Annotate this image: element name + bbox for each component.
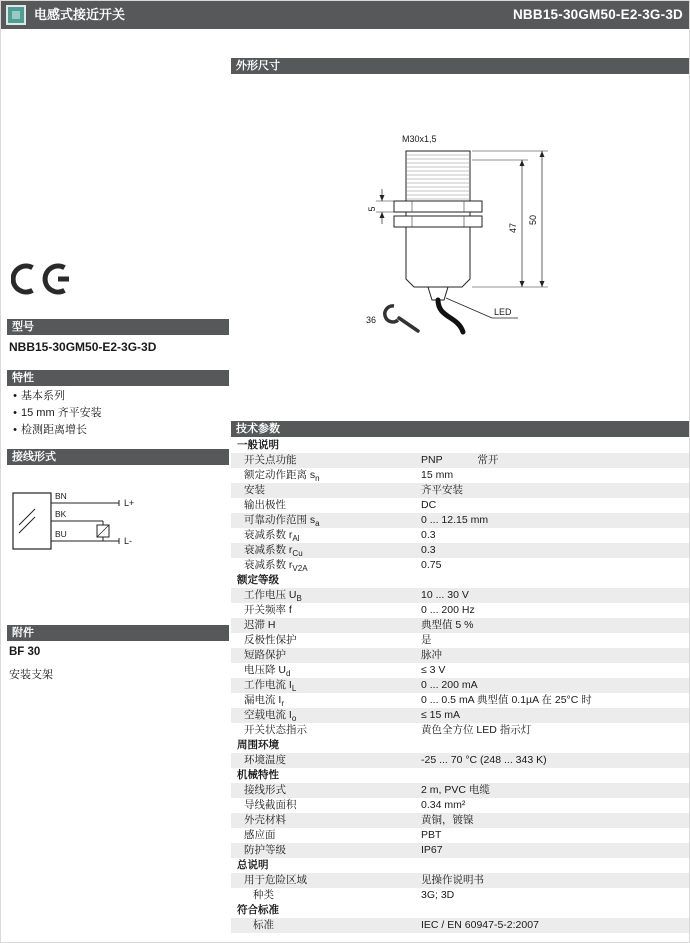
spec-row: 环境温度 -25 ... 70 °C (248 ... 343 K) (231, 753, 690, 768)
spec-row: 开关频率 f 0 ... 200 Hz (244, 604, 475, 616)
section-connection: 接线形式 (7, 449, 229, 465)
spec-row: 反极性保护 是 (244, 634, 432, 646)
thread-label: M30x1,5 (402, 134, 437, 144)
dim-47-label: 47 (508, 222, 518, 234)
spec-row: 短路保护 脉冲 (231, 648, 690, 663)
wire-label-bk: BK (55, 509, 67, 519)
accessory-description: 安装支架 (9, 669, 53, 681)
section-accessories: 附件 (7, 625, 229, 641)
spec-row: 可靠动作范围 $s_a$ 0 ... 12.15 mm (231, 513, 690, 528)
spec-row: 衰减系数 $r_{Al}$ 0.3 (244, 529, 436, 543)
accessory-name: BF 30 (9, 646, 41, 658)
spec-group-header: 机械特性 (237, 769, 279, 781)
spec-row: 外壳材料 黄铜，镀镍 (231, 813, 690, 828)
dim-5-label: 5 (367, 206, 377, 212)
spec-row: 漏电流 $I_r$ 0 ... 0.5 mA 典型值 0.1µA 在 25°C 时 (244, 694, 592, 708)
spec-group-header: 符合标准 (237, 904, 279, 916)
wiring-diagram (7, 479, 207, 569)
spec-row: 用于危险区域 见操作说明书 (231, 873, 690, 888)
dim-36-label: 36 (366, 315, 377, 325)
spec-group-header: 一般说明 (237, 439, 279, 451)
feature-label: 15 mm 齐平安装 (21, 407, 102, 419)
dimension-drawing (346, 116, 616, 356)
page-title: 电感式接近开关 (34, 7, 126, 22)
spec-row: 衰减系数 $r_{V2A}$ 0.75 (244, 559, 442, 573)
wrench-icon (385, 306, 398, 322)
brand-logo-icon (6, 5, 26, 25)
bullet-icon: • (13, 407, 17, 419)
feature-label: 基本系列 (21, 390, 65, 402)
section-technical-data: 技术参数 (231, 421, 690, 437)
spec-table (231, 438, 690, 933)
model-number: NBB15-30GM50-E2-3G-3D (9, 340, 157, 354)
terminal-label-lplus: L+ (124, 498, 135, 508)
spec-row: 电压降 $U_d$ ≤ 3 V (244, 664, 446, 678)
spec-row: 工作电流 $I_L$ 0 ... 200 mA (231, 678, 690, 693)
terminal-label-lminus: L- (124, 536, 133, 546)
bullet-icon: • (13, 424, 17, 436)
spec-row: 输出极性 DC (244, 499, 437, 511)
bullet-icon: • (13, 390, 17, 402)
spec-row: 空载电流 $I_o$ ≤ 15 mA (231, 708, 690, 723)
feature-label: 检测距离增长 (21, 424, 87, 436)
feature-item (9, 422, 102, 439)
spec-row: 开关状态指示 黄色全方位 LED 指示灯 (244, 724, 532, 736)
feature-item (9, 388, 102, 405)
spec-row: 额定动作距离 $s_n$ 15 mm (244, 469, 454, 483)
spec-row: 安装 齐平安装 (231, 483, 690, 498)
feature-list (9, 388, 102, 439)
spec-row: 防护等级 IP67 (231, 843, 690, 858)
section-model: 型号 (7, 319, 229, 335)
wire-label-bn: BN (55, 491, 67, 501)
spec-row: 衰减系数 $r_{Cu}$ 0.3 (231, 543, 690, 558)
spec-row: 迟滞 H 典型值 5 % (231, 618, 690, 633)
section-dimensions: 外形尺寸 (231, 58, 690, 74)
product-number: NBB15-30GM50-E2-3G-3D (512, 7, 683, 22)
spec-row: 标准 IEC / EN 60947-5-2:2007 (231, 918, 690, 933)
feature-item (9, 405, 102, 422)
spec-group-header: 额定等级 (237, 574, 279, 586)
section-features: 特性 (7, 370, 229, 386)
spec-row: 导线截面积 0.34 mm² (244, 799, 466, 811)
top-header-bar (1, 1, 690, 29)
spec-row: 接线形式 2 m, PVC 电缆 (231, 783, 690, 798)
wire-label-bu: BU (55, 529, 67, 539)
spec-row: 开关点功能 PNP 常开 (231, 453, 690, 468)
spec-row: 种类 3G; 3D (253, 889, 455, 901)
spec-row: 工作电压 $U_B$ 10 ... 30 V (231, 588, 690, 603)
led-label: LED (494, 307, 512, 317)
ce-mark-icon (11, 261, 75, 297)
spec-group-header: 周围环境 (237, 739, 279, 751)
spec-row: 感应面 PBT (244, 829, 442, 841)
dim-50-label: 50 (528, 214, 538, 226)
spec-group-header: 总说明 (237, 859, 269, 871)
